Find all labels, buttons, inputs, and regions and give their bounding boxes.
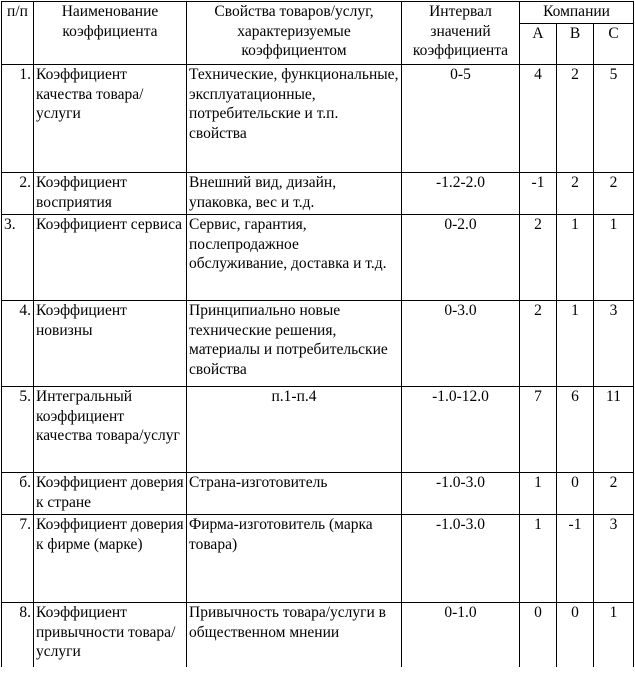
row-value-b: 1 <box>557 301 594 387</box>
header-company-c: C <box>594 24 634 65</box>
row-num: 1. <box>2 65 34 173</box>
row-num: 7. <box>2 515 34 603</box>
row-value-c: 11 <box>594 387 634 473</box>
table-row <box>2 515 634 603</box>
row-props: Внешний вид, дизайн, упаковка, вес и т.д. <box>187 173 402 215</box>
header-interval: Интервал значений коэффициента <box>402 2 520 65</box>
table-row <box>2 473 634 515</box>
row-num: 3. <box>2 215 34 301</box>
row-props: Страна-изготовитель <box>187 473 402 515</box>
row-props: Сервис, гарантия, послепродажное обслуживание, доставка и т.д. <box>187 215 402 301</box>
row-props: Фирма-изготовитель (марка товара) <box>187 515 402 603</box>
row-value-c: 3 <box>594 515 634 603</box>
table-row <box>2 603 634 667</box>
row-num: 8. <box>2 603 34 667</box>
header-company-a: A <box>520 24 557 65</box>
header-company-b: B <box>557 24 594 65</box>
row-value-b: 1 <box>557 215 594 301</box>
header-num: п/п <box>2 2 34 65</box>
row-interval: -1.0-3.0 <box>402 473 520 515</box>
row-value-b: 0 <box>557 603 594 667</box>
row-name: Коэффициент новизны <box>34 301 187 387</box>
header-companies: Компании <box>520 2 634 24</box>
row-value-a: 0 <box>520 603 557 667</box>
row-value-a: 2 <box>520 301 557 387</box>
row-interval: 0-5 <box>402 65 520 173</box>
table-row <box>2 301 634 387</box>
row-interval: -1.0-3.0 <box>402 515 520 603</box>
row-num: 5. <box>2 387 34 473</box>
table-row <box>2 387 634 473</box>
row-name: Коэффициент доверия к стране <box>34 473 187 515</box>
row-interval: 0-2.0 <box>402 215 520 301</box>
row-value-a: -1 <box>520 173 557 215</box>
row-value-c: 1 <box>594 603 634 667</box>
row-value-b: 0 <box>557 473 594 515</box>
row-value-a: 4 <box>520 65 557 173</box>
row-props: Принципиально новые технические решения, материалы и потребительские свойства <box>187 301 402 387</box>
row-value-a: 2 <box>520 215 557 301</box>
table-row <box>2 173 634 215</box>
row-num: 2. <box>2 173 34 215</box>
row-value-a: 1 <box>520 473 557 515</box>
row-name: Коэффициент восприятия <box>34 173 187 215</box>
row-value-c: 2 <box>594 473 634 515</box>
row-interval: -1.0-12.0 <box>402 387 520 473</box>
table-row <box>2 215 634 301</box>
row-value-c: 3 <box>594 301 634 387</box>
row-value-b: 6 <box>557 387 594 473</box>
row-value-c: 1 <box>594 215 634 301</box>
row-props: п.1-п.4 <box>187 387 402 473</box>
row-value-a: 1 <box>520 515 557 603</box>
row-value-b: -1 <box>557 515 594 603</box>
row-value-c: 2 <box>594 173 634 215</box>
row-name: Коэффициент качества товара/услуги <box>34 65 187 173</box>
row-value-b: 2 <box>557 173 594 215</box>
row-interval: 0-1.0 <box>402 603 520 667</box>
row-name: Интегральный коэффициент качества товара/услуг <box>34 387 187 473</box>
row-name: Коэффициент доверия к фирме (марке) <box>34 515 187 603</box>
row-num: б. <box>2 473 34 515</box>
row-interval: -1.2-2.0 <box>402 173 520 215</box>
row-name: Коэффициент сервиса <box>34 215 187 301</box>
row-value-a: 7 <box>520 387 557 473</box>
header-row <box>2 2 634 24</box>
row-props: Технические, функциональные, эксплуатационные, потребительские и т.п. свойства <box>187 65 402 173</box>
header-name: Наименование коэффициента <box>34 2 187 65</box>
row-value-b: 2 <box>557 65 594 173</box>
table-row <box>2 65 634 173</box>
row-interval: 0-3.0 <box>402 301 520 387</box>
header-props: Свойства товаров/услуг, характеризуемые коэффициентом <box>187 2 402 65</box>
row-value-c: 5 <box>594 65 634 173</box>
row-name: Коэффициент привычности товара/услуги <box>34 603 187 667</box>
coefficients-table <box>1 1 634 667</box>
row-num: 4. <box>2 301 34 387</box>
row-props: Привычность товара/услуги в общественном мнении <box>187 603 402 667</box>
